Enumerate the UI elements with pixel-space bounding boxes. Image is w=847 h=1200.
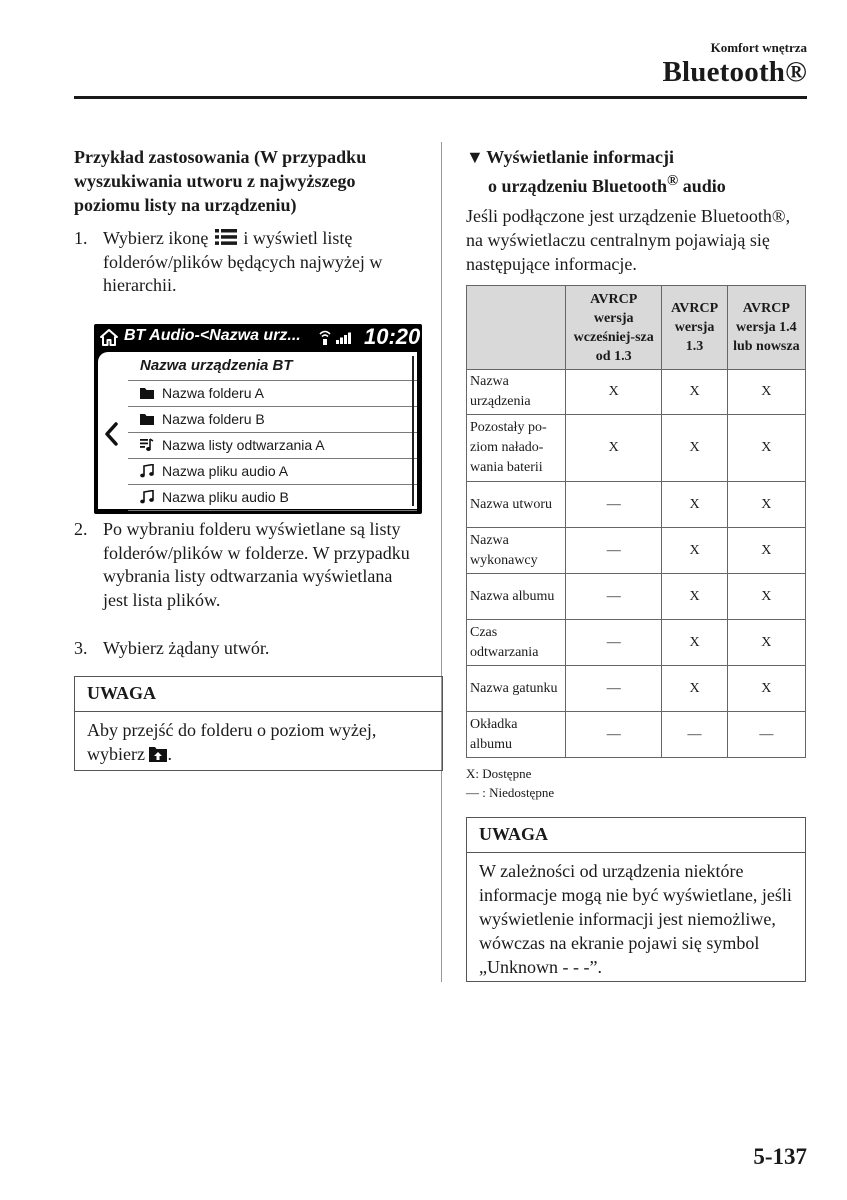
table-cell: X (662, 415, 727, 482)
table-cell: X (662, 528, 727, 574)
note-title: UWAGA (467, 818, 805, 853)
file-list (128, 352, 417, 511)
table-cell: X (662, 370, 727, 415)
list-item[interactable] (128, 381, 417, 407)
step-text-after: i wyświetl listę folderów/plików będących najwyżej w hierarchii. (103, 228, 383, 295)
note-body: W zależności od urządzenia niektóre informacje mogą nie być wyświetlane, jeśli wyświetlenie informacji jest niemożliwe, wówczas na ekranie pojawi się symbol „Unknown - - -”. (479, 861, 792, 977)
list-item-label: Nazwa listy odtwarzania A (162, 437, 325, 453)
table-cell: X (727, 370, 805, 415)
step-3 (74, 637, 419, 661)
list-item-label: Nazwa folderu B (162, 411, 265, 427)
legend-unavailable: — : Niedostępne (466, 785, 555, 800)
table-row (467, 415, 806, 482)
table-cell: — (566, 528, 662, 574)
row-label: Czas odtwarzania (467, 620, 566, 666)
table-row (467, 620, 806, 666)
row-label: Nazwa utworu (467, 482, 566, 528)
table-cell: X (727, 415, 805, 482)
row-label: Okładka albumu (467, 712, 566, 758)
scrollbar[interactable] (412, 356, 414, 506)
home-icon[interactable] (100, 329, 118, 346)
row-label: Pozostały po-ziom nałado-wania baterii (467, 415, 566, 482)
list-item-label: Nazwa pliku audio A (162, 463, 289, 479)
screen-list-panel (98, 352, 417, 509)
step-text-before: Wybierz ikonę (103, 228, 209, 248)
legend-available: X: Dostępne (466, 766, 532, 781)
back-arrow-icon[interactable] (104, 422, 118, 446)
table-cell: X (727, 666, 805, 712)
heading-line-1: Wyświetlanie informacji (486, 147, 674, 167)
list-item[interactable] (128, 459, 417, 485)
table-cell: X (727, 482, 805, 528)
step-2 (74, 518, 419, 612)
table-cell: — (662, 712, 727, 758)
avrcp-table (466, 285, 806, 758)
infotainment-screen (94, 324, 422, 514)
table-cell: X (662, 620, 727, 666)
table-cell: — (566, 666, 662, 712)
device-name-row[interactable] (128, 352, 417, 381)
table-cell: X (566, 370, 662, 415)
screen-title: BT Audio-<Nazwa urz... (124, 327, 301, 344)
step-number: 3. (74, 638, 88, 658)
column-header: AVRCP wersja 1.3 (662, 286, 727, 370)
screen-clock: 10:20 (364, 324, 421, 349)
device-name: Nazwa urządzenia BT (140, 357, 293, 374)
table-legend (466, 764, 554, 802)
example-heading: Przykład zastosowania (W przypadku wyszukiwania utworu z najwyższego poziomu listy na urządzeniu) (74, 147, 367, 215)
table-header-row (467, 286, 806, 370)
music-note-icon (140, 464, 154, 478)
note-text-end: . (167, 744, 172, 764)
table-row (467, 528, 806, 574)
list-item-label: Nazwa folderu A (162, 385, 264, 401)
page-title: Bluetooth® (662, 56, 807, 88)
table-cell: — (566, 620, 662, 666)
list-item[interactable] (128, 433, 417, 459)
note-text: Aby przejść do folderu o poziom wyżej, wybierz (87, 720, 377, 764)
table-cell: X (566, 415, 662, 482)
step-number: 2. (74, 519, 88, 539)
step-number: 1. (74, 228, 88, 248)
table-cell: X (727, 528, 805, 574)
table-cell: X (662, 482, 727, 528)
table-row (467, 482, 806, 528)
music-note-icon (140, 490, 154, 504)
table-cell: X (727, 620, 805, 666)
folder-up-icon (149, 746, 167, 762)
intro-paragraph: Jeśli podłączone jest urządzenie Bluetooth®, na wyświetlaczu centralnym pojawiają się następujące informacje. (466, 206, 791, 274)
triangle-marker-icon: ▼ (466, 147, 484, 167)
heading-line-2: o urządzeniu Bluetooth® audio (488, 173, 726, 196)
bluetooth-audio-icon (318, 328, 332, 346)
table-row (467, 370, 806, 415)
row-label: Nazwa wykonawcy (467, 528, 566, 574)
row-label: Nazwa urządzenia (467, 370, 566, 415)
column-header: AVRCP wersja wcześniej-sza od 1.3 (566, 286, 662, 370)
column-divider (441, 142, 442, 982)
table-row (467, 574, 806, 620)
note-box-right (466, 817, 806, 982)
folder-icon (140, 386, 154, 400)
row-label: Nazwa gatunku (467, 666, 566, 712)
step-text: Wybierz żądany utwór. (103, 638, 270, 658)
playlist-icon (140, 438, 154, 452)
table-row (467, 712, 806, 758)
table-cell: — (566, 574, 662, 620)
step-text: Po wybraniu folderu wyświetlane są listy folderów/plików w folderze. W przypadku wybrania listy odtwarzania wyświetlana jest lista plików. (103, 519, 410, 610)
table-cell: — (727, 712, 805, 758)
page-number: 5-137 (753, 1144, 807, 1169)
column-header: AVRCP wersja 1.4 lub nowsza (727, 286, 805, 370)
list-item[interactable] (128, 407, 417, 433)
registered-mark: ® (667, 173, 679, 189)
list-icon (215, 229, 237, 245)
screen-header (94, 324, 422, 351)
note-box-left (74, 676, 443, 771)
table-cell: — (566, 482, 662, 528)
folder-icon (140, 412, 154, 426)
table-cell: X (662, 666, 727, 712)
list-item[interactable] (128, 485, 417, 511)
table-cell: — (566, 712, 662, 758)
signal-strength-icon (336, 330, 354, 344)
table-row (467, 666, 806, 712)
header-rule (74, 96, 807, 99)
table-cell: X (662, 574, 727, 620)
section-label: Komfort wnętrza (710, 40, 807, 55)
list-item-label: Nazwa pliku audio B (162, 489, 289, 505)
table-cell: X (727, 574, 805, 620)
section-heading (466, 145, 806, 198)
table-corner (467, 286, 566, 370)
row-label: Nazwa albumu (467, 574, 566, 620)
note-body (75, 712, 442, 772)
note-title: UWAGA (75, 677, 442, 712)
step-1 (74, 227, 419, 298)
